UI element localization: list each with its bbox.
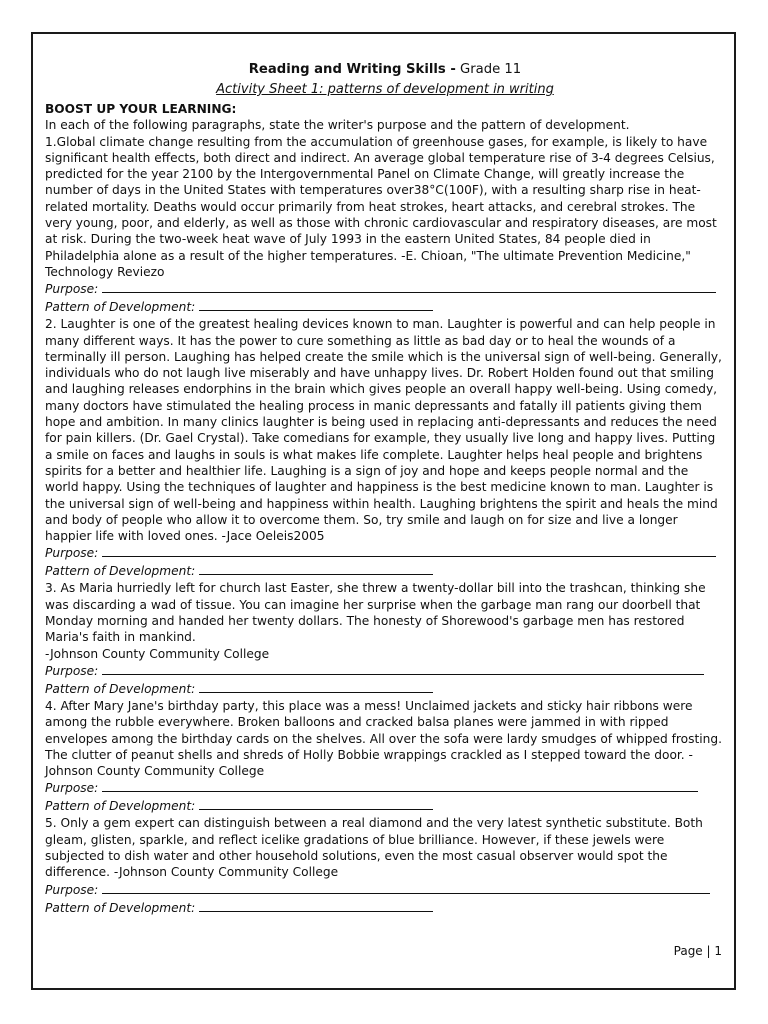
paragraph-3-source: -Johnson County Community College [45,646,270,661]
purpose-answer-line[interactable] [102,881,710,894]
paragraph-4: 4. After Mary Jane's birthday party, this place was a mess! Unclaimed jackets and sticky hair ribbons were among the rubble everywhere. Broken balloons and cracked balsa planes were jammed in with ripped envelopes among the birthday cards on the shelves. All over the sofa were lardy smudges of whipped frosting. The clutter of peanut shells and shreds of Holly Bobbie wrappings crackled as I stepped toward the door. -Johnson County Community College [45,698,722,779]
pattern-answer-line[interactable] [199,680,433,693]
purpose-label: Purpose: [45,781,99,796]
purpose-row-2 [45,544,725,562]
purpose-answer-line[interactable] [102,544,716,557]
purpose-label: Purpose: [45,663,99,678]
pattern-row-4 [45,797,725,815]
pattern-answer-line[interactable] [199,899,433,912]
purpose-row-5 [45,881,725,899]
purpose-label: Purpose: [45,282,99,297]
title-subject: Reading and Writing Skills - [248,62,456,77]
purpose-answer-line[interactable] [102,662,704,675]
purpose-label: Purpose: [45,882,99,897]
purpose-label: Purpose: [45,546,99,561]
title-grade: Grade 11 [460,62,522,77]
page-title [45,60,725,80]
pattern-label: Pattern of Development: [45,300,196,315]
pattern-answer-line[interactable] [199,562,433,575]
worksheet-content [45,60,725,917]
pattern-row-2 [45,562,725,580]
paragraph-1: 1.Global climate change resulting from the accumulation of greenhouse gases, for example, is likely to have significant health effects, both direct and indirect. An average global temperature rise of 3-4 degrees Celsius, predicted for the year 2100 by the Intergovernmental Panel on Climate Change, will greatly increase the number of days in the United States with temperatures over38°C(100F), with a resulting sharp rise in heat-related mortality. Deaths would occur primarily from heat strokes, heart attacks, and cerebral strokes. The very young, poor, and elderly, as well as those with chronic cardiovascular and respiratory diseases, are most at risk. During the two-week heat wave of July 1993 in the eastern United States, 84 people died in Philadelphia alone as a result of the higher temperatures. -E. Chioan, "The ultimate Prevention Medicine," Technology Reviezo [45,134,717,279]
pattern-row-3 [45,680,725,698]
purpose-row-4 [45,779,725,797]
pattern-row-1 [45,298,725,316]
section-heading: BOOST UP YOUR LEARNING: [45,102,237,116]
pattern-label: Pattern of Development: [45,681,196,696]
pattern-answer-line[interactable] [199,797,433,810]
paragraph-5: 5. Only a gem expert can distinguish between a real diamond and the very latest synthetic substitute. Both gleam, glisten, sparkle, and reflect icelike gradations of blue brilliance. However, if these jewels were subjected to dish water and other household solutions, even the most casual observer would spot the difference. -Johnson County Community College [45,816,703,880]
pattern-label: Pattern of Development: [45,564,196,579]
pattern-label: Pattern of Development: [45,900,196,915]
purpose-answer-line[interactable] [102,280,716,293]
pattern-answer-line[interactable] [199,298,433,311]
paragraph-3: 3. As Maria hurriedly left for church last Easter, she threw a twenty-dollar bill into the trashcan, thinking she was discarding a wad of tissue. You can imagine her surprise when the garbage man rang our doorbell that Monday morning and handed her twenty dollars. The honesty of Shorewood's garbage men has restored Maria's faith in mankind. [45,581,706,645]
purpose-row-3 [45,662,725,680]
instructions: In each of the following paragraphs, state the writer's purpose and the pattern of development. [45,118,630,133]
paragraph-2: 2. Laughter is one of the greatest healing devices known to man. Laughter is powerful and can help people in many different ways. It has the power to cure something as little as bad day or to heal the wounds of a terminally ill person. Laughing has helped create the smile which is the universal sign of well-being. Generally, individuals who do not laugh live miserably and have unhappy lives. Dr. Robert Holden found out that smiling and laughing releases endorphins in the brain which gives people an overall happy well-being. Using comedy, many doctors have stimulated the healing process in manic depressants and fatally ill patients giving them hope and ambition. In many clinics laughter is being used in replacing anti-depressants and reduces the need for pain killers. (Dr. Gael Crystal). Take comedians for example, they usually live long and happy lives. Putting a smile on faces and laughs in souls is what makes life complete. Laughter helps heal people and brightens spirits for a better and healthier life. Laughing is a sign of joy and hope and keeps people normal and the world happy. Using the techniques of laughter and happiness is the best medicine known to man. Laughter is the universal sign of well-being and happiness within health. Laughing brightens the spirit and heals the mind and body of people who allow it to overcome them. So, try smile and laugh on for size and live a longer happier life with loved ones. -Jace Oeleis2005 [45,317,722,544]
purpose-row-1 [45,280,725,298]
purpose-answer-line[interactable] [102,779,698,792]
page-subtitle: Activity Sheet 1: patterns of development in writing [216,82,554,97]
page-number: Page | 1 [673,944,722,958]
pattern-label: Pattern of Development: [45,799,196,814]
pattern-row-5 [45,899,725,917]
